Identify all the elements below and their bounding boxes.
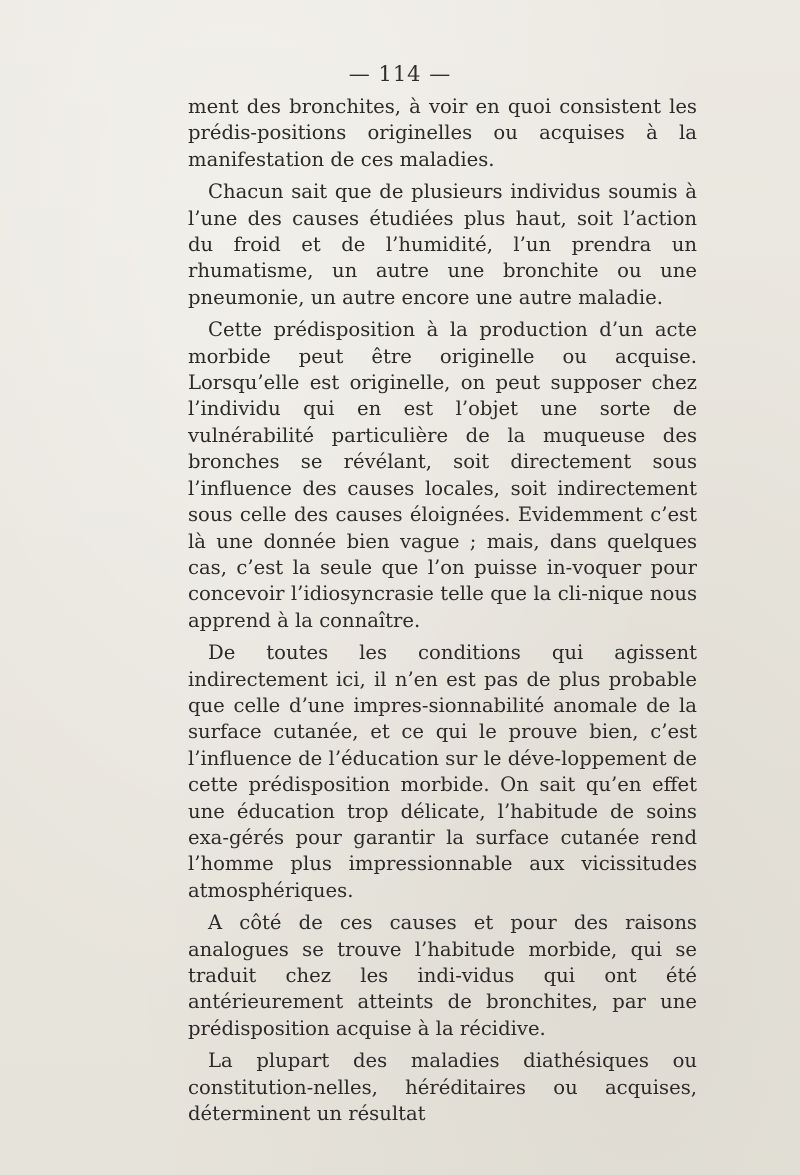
paragraph-3: Cette prédisposition à la production d’un acte morbide peut être originelle ou acquise. Lorsqu’elle est originelle, on peut supposer chez l’individu qui en est l’objet une sorte de vulnérabilité particulière de la muqueuse des bronches se révélant, soit directement sous l’influence des causes locales, soit indirectement sous celle des causes éloignées. Evidemment c’est là une donnée bien vague ; mais, dans quelques cas, c’est la seule que l’on puisse in-voquer pour concevoir l’idiosyncrasie telle que la cli-nique nous apprend à la connaître. xyxy=(188,318,697,632)
page-number: — 114 — xyxy=(348,62,452,86)
paragraph-1-continuation: ment des bronchites, à voir en quoi consistent les prédis-positions originelles ou acquises à la manifestation de ces maladies. xyxy=(188,95,697,171)
body-text xyxy=(188,94,697,1127)
paragraph-5: A côté de ces causes et pour des raisons analogues se trouve l’habitude morbide, qui se traduit chez les indi-vidus qui ont été antérieurement atteints de bronchites, par une prédisposition acquise à la récidive. xyxy=(188,911,697,1040)
paragraph-6: La plupart des maladies diathésiques ou constitution-nelles, héréditaires ou acquises, déterminent un résultat xyxy=(188,1049,697,1126)
paragraph-4: De toutes les conditions qui agissent indirectement ici, il n’en est pas de plus probable que celle d’une impres-sionnabilité anomale de la surface cutanée, et ce qui le prouve bien, c’est l’influence de l’éducation sur le déve-loppement de cette prédisposition morbide. On sait qu’en effet une éducation trop délicate, l’habitude de soins exa-gérés pour garantir la surface cutanée rend l’homme plus impressionnable aux vicissitudes atmosphériques. xyxy=(188,641,697,902)
paragraph-2: Chacun sait que de plusieurs individus soumis à l’une des causes étudiées plus haut, soit l’action du froid et de l’humidité, l’un prendra un rhumatisme, un autre une bronchite ou une pneumonie, un autre encore une autre maladie. xyxy=(188,180,697,309)
